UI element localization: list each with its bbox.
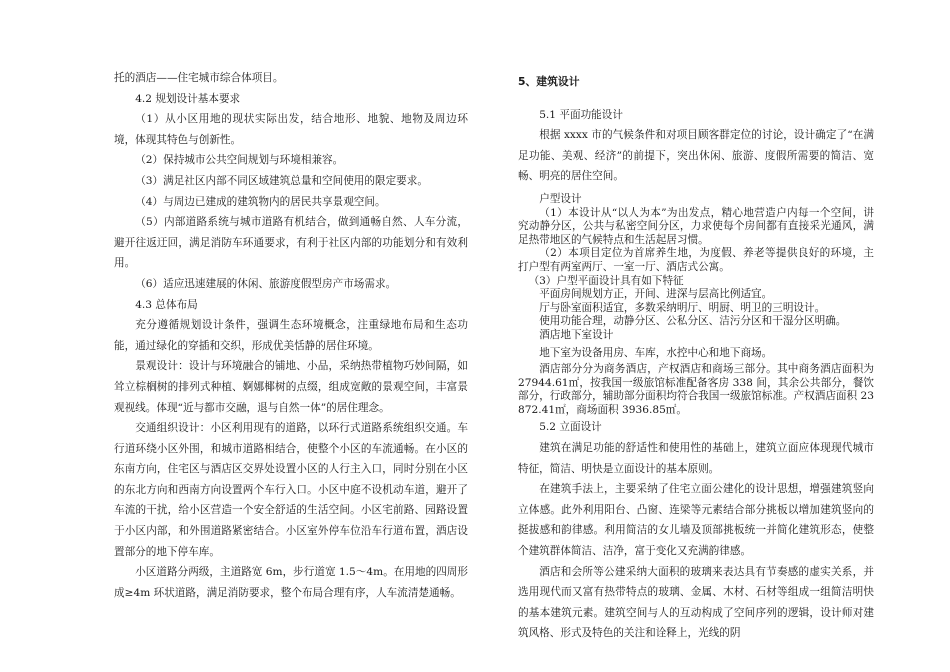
paragraph-intro-tail: 托的酒店——住宅城市综合体项目。 <box>114 72 284 84</box>
heading-5-1: 5.1 平面功能设计 <box>539 108 623 121</box>
heading-section-5: 5、建筑设计 <box>518 75 580 88</box>
unit-feature-b: 厅与卧室面积适宜，多数采纳明厅、明厨、明卫的三明设计。 <box>539 301 826 314</box>
requirement-4: （4）与周边已建成的建筑物内的居民共享景观空间。 <box>135 195 386 208</box>
heading-4-2: 4.2 规划设计基本要求 <box>135 92 241 105</box>
paragraph-5-2-a: 建筑在满足功能的舒适性和使用性的基础上，建筑立面应体现现代城市特征，简洁、明快是立面设计的基本原则。 <box>518 442 874 475</box>
right-column <box>518 68 874 644</box>
heading-4-3: 4.3 总体布局 <box>135 298 198 311</box>
requirement-3: （3）满足社区内部不同区域建筑总量和空间使用的限定要求。 <box>135 174 428 187</box>
paragraph-basement: 地下室为设备用房、车库，水控中心和地下商场。 <box>539 346 773 359</box>
heading-unit-design: 户型设计 <box>539 192 582 205</box>
heading-5-2: 5.2 立面设计 <box>539 421 602 434</box>
paragraph-5-2-b: 在建筑手法上，主要采纳了住宅立面公建化的设计思想，增强建筑竖向立体感。此外利用阳台、凸窗、连梁等元素结合部分挑板以增加建筑竖向的挺拔感和韵律感。利用简洁的女儿墙及顶部挑板统一并简化建筑形态，使整个建筑群体简洁、洁净，富于变化又充满韵律感。 <box>518 483 874 558</box>
requirement-1: （1）从小区用地的现状实际出发，结合地形、地貌、地物及周边环境，体现其特色与创新性。 <box>114 113 468 146</box>
unit-feature-a: 平面房间规划方正，开间、进深与层高比例适宜。 <box>539 288 773 301</box>
requirement-6: （6）适应迅速建展的休闲、旅游度假型房产市场需求。 <box>135 277 397 290</box>
unit-item-3: （3）户型平面设计具有如下特征 <box>528 274 684 287</box>
unit-item-1: （1）本设计从“以人为本”为出发点，精心地营造户内每一个空间，讲究动静分区，公共与私密空间分区，力求使每个房间都有直接采光通风，满足热带地区的气候特点和生活起居习惯。 <box>518 206 874 246</box>
unit-item-2: （2）本项目定位为首席养生地，为度假、养老等提供良好的环境，主打户型有两室两厅、一室一厅、酒店式公寓。 <box>518 247 874 273</box>
unit-feature-c: 使用功能合理，动静分区、公私分区、洁污分区和干湿分区明确。 <box>539 315 847 328</box>
paragraph-layout: 充分遵循规划设计条件，强调生态环境概念，注重绿地布局和生态功能，通过绿化的穿插和交织，形成优美恬静的居住环境。 <box>114 319 468 352</box>
paragraph-5-1: 根据 xxxx 市的气候条件和对项目顾客群定位的讨论，设计确定了“在满足功能、美观、经济”的前提下，突出休闲、旅游、度假所需要的简洁、宽畅、明亮的居住空间。 <box>518 129 874 183</box>
requirement-5: （5）内部道路系统与城市道路有机结合，做到通畅自然、人车分流，避开往返迂回，满足消防车环通要求，有利于社区内部的功能划分和有效利用。 <box>114 216 468 270</box>
left-column <box>114 68 468 603</box>
paragraph-roads: 小区道路分两级，主道路宽 6m，步行道宽 1.5～4m。在用地的四周形成≥4m 环状道路，满足消防要求，整个布局合理有序，人车流清楚通畅。 <box>114 566 468 599</box>
paragraph-landscape: 景观设计：设计与环境融合的铺地、小品，采纳热带植物巧妙间隔，如耸立棕榈树的排列式种植、婀娜椰树的点缀，组成宽敞的景观空间，丰富景观视线。体现“近与都市交融，退与自然一体”的居住理念。 <box>114 360 468 414</box>
heading-basement: 酒店地下室设计 <box>539 328 614 341</box>
paragraph-traffic: 交通组织设计：小区利用现有的道路，以环行式道路系统组织交通。车行道环绕小区外围，和城市道路相结合，使整个小区的车流通畅。在小区的东南方向，住宅区与酒店区交界处设置小区的人行主入口，同时分别在小区的东北方向和西南方向设置两个车行入口。小区中庭不设机动车道，避开了车流的干扰，给小区营造一个安全舒适的生活空间。小区宅前路、园路设置于小区内部，和外围道路紧密结合。小区室外停车位沿车行道布置，酒店设置部分的地下停车库。 <box>114 422 468 558</box>
requirement-2: （2）保持城市公共空间规划与环境相兼容。 <box>135 154 344 167</box>
paragraph-hotel-area: 酒店部分分为商务酒店，产权酒店和商场三部分。其中商务酒店面积为 27944.61㎡，按我国一级旅馆标准配备客房 338 间，其余公共部分，餐饮部分，行政部分，辅助部分面积均符合我国一级旅馆标准。产权酒店面积 23872.41㎡，商场面积 3936.85㎡。 <box>518 363 874 416</box>
paragraph-5-2-c: 酒店和会所等公建采纳大面积的玻璃来表达具有节奏感的虚实关系，并选用现代而又富有热带特点的玻璃、金属、木材、石材等组成一组简洁明快的基本建筑元素。建筑空间与人的互动构成了空间序列的逻辑，设计师对建筑风格、形式及特色的关注和诠释上，光线的阴 <box>518 565 874 640</box>
